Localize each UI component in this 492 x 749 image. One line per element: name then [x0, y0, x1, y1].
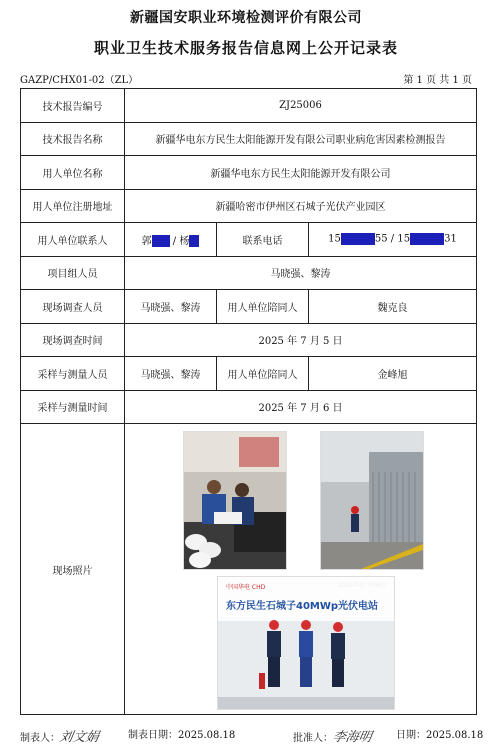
redaction-block — [341, 233, 375, 245]
record-table — [20, 88, 477, 715]
photo-group — [217, 576, 395, 710]
row-photos — [21, 424, 477, 715]
photo-office — [183, 431, 287, 570]
approver-label: 批准人： — [293, 733, 333, 744]
make-date: 制表日期：2025.08.18 — [128, 730, 236, 741]
row-survey-staff — [21, 290, 477, 324]
redaction-block — [410, 233, 444, 245]
sign-text: 东方民生石城子40MWp光伏电站 — [226, 601, 379, 612]
label-survey-time: 现场调查时间 — [21, 323, 125, 357]
label-photos: 现场照片 — [21, 424, 125, 715]
photo-transformer — [320, 431, 424, 570]
value-sampling-companion: 金峰旭 — [309, 357, 477, 391]
company-name: 新疆国安职业环境检测评价有限公司 — [130, 10, 362, 26]
label-contact: 用人单位联系人 — [21, 223, 125, 257]
approver-field — [293, 726, 372, 745]
phone-b: 31 — [444, 233, 457, 245]
redaction-block — [189, 235, 199, 247]
photos-cell — [125, 424, 477, 715]
row-survey-time — [21, 323, 477, 357]
doc-code: GAZP/CHX01-02（ZL） — [20, 75, 139, 86]
label-phone: 联系电话 — [217, 223, 309, 257]
value-report-no: ZJ25006 — [125, 89, 477, 123]
maker-signature: 刘文娟 — [58, 730, 100, 745]
value-sampling-staff: 马晓强、黎涛 — [125, 357, 217, 391]
value-survey-time: 2025 年 7 月 5 日 — [125, 323, 477, 357]
contact-sep: / — [169, 235, 180, 247]
label-sampling-time: 采样与测量时间 — [21, 390, 125, 424]
row-report-no — [21, 89, 477, 123]
value-address: 新疆哈密市伊州区石城子光伏产业园区 — [125, 189, 477, 223]
label-organizer: 项目组人员 — [21, 256, 125, 290]
label-survey-staff: 现场调查人员 — [21, 290, 125, 324]
sign-brand: 中国华电 CHD — [226, 584, 266, 591]
value-sampling-time: 2025 年 7 月 6 日 — [125, 390, 477, 424]
value-survey-staff: 马晓强、黎涛 — [125, 290, 217, 324]
row-contact — [21, 223, 477, 257]
approver-signature: 李海明 — [331, 730, 373, 745]
label-survey-companion: 用人单位陪同人 — [217, 290, 309, 324]
page-title: 职业卫生技术服务报告信息网上公开记录表 — [93, 39, 398, 57]
contact-a: 郭 — [141, 235, 152, 247]
page-info: 第 1 页 共 1 页 — [403, 75, 472, 86]
row-report-name — [21, 122, 477, 156]
row-sampling-staff — [21, 357, 477, 391]
value-report-name: 新疆华电东方民生太阳能源开发有限公司职业病危害因素检测报告 — [125, 122, 477, 156]
label-sampling-staff: 采样与测量人员 — [21, 357, 125, 391]
label-address: 用人单位注册地址 — [21, 189, 125, 223]
row-employer — [21, 156, 477, 190]
value-contact — [125, 223, 217, 257]
phone-mid: 55 / 15 — [374, 233, 411, 245]
phone-a: 15 — [328, 233, 341, 245]
row-sampling-time — [21, 390, 477, 424]
label-report-no: 技术报告编号 — [21, 89, 125, 123]
maker-field — [20, 726, 99, 745]
maker-label: 制表人： — [20, 733, 60, 744]
label-report-name: 技术报告名称 — [21, 122, 125, 156]
row-address — [21, 189, 477, 223]
value-employer: 新疆华电东方民生太阳能源开发有限公司 — [125, 156, 477, 190]
value-organizer: 马晓强、黎涛 — [125, 256, 477, 290]
label-employer: 用人单位名称 — [21, 156, 125, 190]
label-sampling-companion: 用人单位陪同人 — [217, 357, 309, 391]
row-organizer — [21, 256, 477, 290]
redaction-block — [152, 235, 170, 247]
value-survey-companion: 魏克良 — [309, 290, 477, 324]
value-phone — [309, 223, 477, 257]
contact-b: 杨 — [179, 235, 190, 247]
approve-date: 日期：2025.08.18 — [396, 730, 484, 741]
photo-timestamp: 2025年07月06日 — [338, 582, 387, 589]
